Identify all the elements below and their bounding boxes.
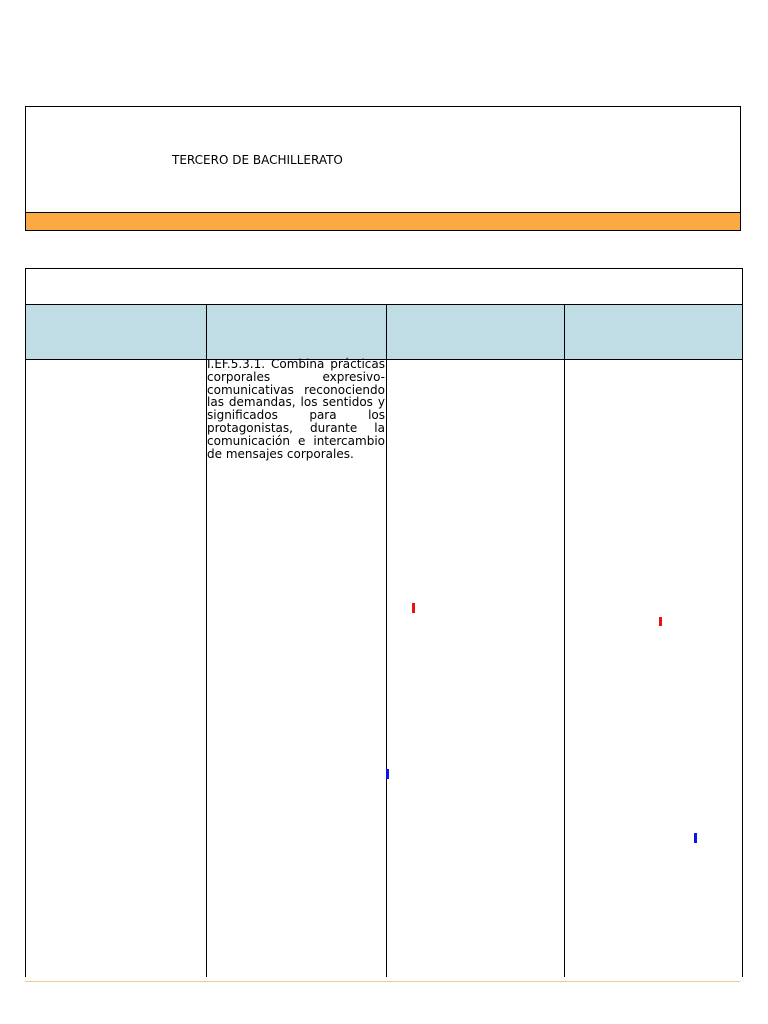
footer-rule	[25, 981, 740, 982]
column-header-3	[387, 304, 565, 360]
blue-marker	[386, 769, 389, 779]
planning-table	[25, 304, 743, 977]
column-header-4	[565, 304, 742, 360]
table-column-4	[564, 304, 743, 977]
table-column-1	[25, 304, 207, 977]
table-title-row	[25, 268, 743, 305]
blue-marker	[694, 833, 697, 843]
indicator-text: I.EF.5.3.1. Combina prácticas corporales expresivo-comunicativas reconociendo las demandas, los sentidos y significados para los protagonistas, durante la comunicación e intercambio de mensajes corporales.	[207, 357, 385, 461]
column-header-2	[207, 304, 387, 360]
table-column-3	[386, 304, 565, 977]
document-title: TERCERO DE BACHILLERATO	[172, 153, 343, 167]
column-header-1	[26, 304, 207, 360]
red-marker	[659, 617, 662, 626]
red-marker	[412, 603, 415, 613]
table-column-2	[206, 304, 387, 977]
document-header-box	[25, 106, 741, 231]
header-accent-bar	[26, 212, 740, 230]
